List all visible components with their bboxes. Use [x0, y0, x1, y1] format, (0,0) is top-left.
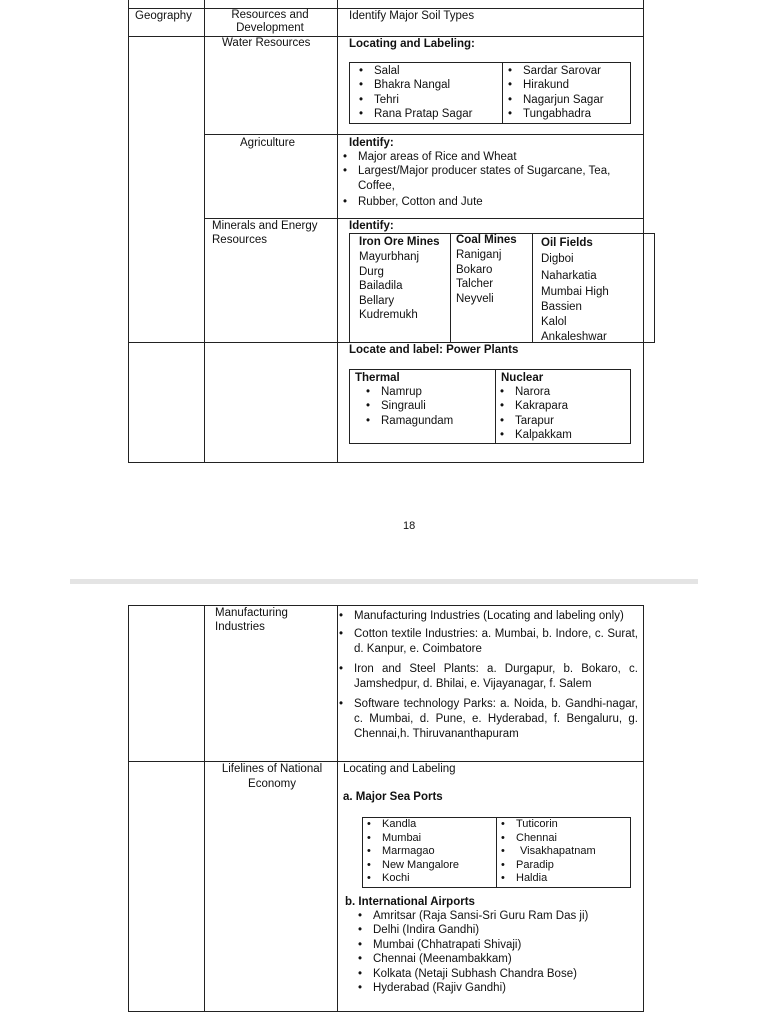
list-item: • Delhi (Indira Gandhi) — [355, 923, 588, 937]
sea-ports-heading: a. Major Sea Ports — [343, 791, 443, 803]
list-item: Raniganj — [456, 249, 502, 261]
list-item: Digboi — [541, 253, 574, 265]
list-item: Neyveli — [456, 292, 494, 305]
list-item: • Software technology Parks: a. Noida, b. Gandhi-nagar, c. Mumbai, d. Pune, e. Hyderabad, f. Bengaluru, g. Chennai,h. Thiruvananthapuram — [336, 697, 638, 742]
list-item: • Kochi — [364, 872, 459, 886]
manufacturing-list — [336, 609, 638, 742]
iron-ore-heading: Iron Ore Mines — [359, 236, 440, 248]
list-item: Talcher — [456, 278, 494, 290]
topic-resources-development: Resources and Development — [231, 9, 309, 34]
list-item: • Kolkata (Netaji Subhash Chandra Bose) — [355, 967, 588, 981]
dams-list-col1 — [356, 64, 472, 122]
list-item: • Namrup — [363, 385, 453, 399]
topic-minerals-energy: Minerals and Energy Resources — [212, 220, 318, 246]
list-item: • Mumbai (Chhatrapati Shivaji) — [355, 938, 588, 952]
list-item: • Visakhapatnam — [498, 845, 596, 859]
airports-heading: b. International Airports — [345, 896, 475, 908]
soil-types-text: Identify Major Soil Types — [349, 10, 475, 22]
agriculture-list — [340, 150, 640, 210]
list-item: • Nagarjun Sagar — [505, 93, 604, 107]
thermal-heading: Thermal — [355, 372, 400, 384]
list-item: • Bhakra Nangal — [356, 78, 472, 92]
airports-list — [355, 909, 588, 995]
list-item: Durg — [359, 265, 384, 278]
topic-agriculture: Agriculture — [240, 137, 295, 149]
list-item: • Ramagundam — [363, 414, 453, 428]
list-item: • Salal — [356, 64, 472, 78]
list-item: • Rana Pratap Sagar — [356, 107, 472, 121]
thermal-list — [363, 385, 453, 428]
list-item: • Kandla — [364, 818, 459, 832]
list-item: • Tarapur — [497, 414, 572, 428]
minerals-heading: Identify: — [349, 220, 394, 232]
oil-fields-heading: Oil Fields — [541, 237, 593, 249]
coal-mines-heading: Coal Mines — [456, 234, 517, 246]
list-item: • Iron and Steel Plants: a. Durgapur, b. Bokaro, c. Jamshedpur, d. Bhilai, e. Vijayanagar, f. Salem — [336, 662, 638, 692]
list-item: • Narora — [497, 385, 572, 399]
list-item: • Tungabhadra — [505, 107, 604, 121]
nuclear-list — [497, 385, 572, 443]
list-item: Kalol — [541, 315, 567, 328]
list-item: Mayurbhanj — [359, 251, 420, 263]
power-plants-heading: Locate and label: Power Plants — [349, 344, 519, 356]
list-item: • Mumbai — [364, 832, 459, 846]
list-item: • Cotton textile Industries: a. Mumbai, b. Indore, c. Surat, d. Kanpur, e. Coimbatore — [336, 627, 638, 657]
list-item: • Tuticorin — [498, 818, 596, 832]
topic-manufacturing: Manufacturing Industries — [215, 607, 288, 633]
list-item: • Hirakund — [505, 78, 604, 92]
list-item: • Manufacturing Industries (Locating and labeling only) — [336, 609, 638, 624]
list-item: Bassien — [541, 301, 582, 314]
iron-ore-list — [359, 250, 419, 323]
list-item: • Tehri — [356, 93, 472, 107]
list-item: • Hyderabad (Rajiv Gandhi) — [355, 981, 588, 995]
sea-ports-col1 — [364, 818, 459, 886]
subject-geography: Geography — [135, 10, 192, 22]
list-item: • Chennai (Meenambakkam) — [355, 952, 588, 966]
nuclear-heading: Nuclear — [501, 372, 544, 384]
list-item: • Sardar Sarovar — [505, 64, 604, 78]
list-item: • New Mangalore — [364, 859, 459, 873]
list-item: Bellary — [359, 294, 395, 307]
page-separator — [70, 579, 698, 584]
list-item: • Chennai — [498, 832, 596, 846]
list-item: • Major areas of Rice and Wheat — [340, 150, 640, 164]
oil-fields-list — [541, 252, 609, 344]
water-heading: Locating and Labeling: — [349, 38, 475, 50]
list-item: • Marmagao — [364, 845, 459, 859]
topic-water-resources: Water Resources — [222, 37, 311, 49]
list-item: Ankaleshwar — [541, 330, 607, 343]
list-item: Mumbai High — [541, 286, 609, 299]
list-item: • Amritsar (Raja Sansi-Sri Guru Ram Das ji) — [355, 909, 588, 923]
list-item: Naharkatia — [541, 269, 597, 282]
dams-list-col2 — [505, 64, 604, 122]
list-item: • Paradip — [498, 859, 596, 873]
sea-ports-col2 — [498, 818, 596, 886]
agriculture-heading: Identify: — [349, 137, 394, 149]
list-item: • Singrauli — [363, 399, 453, 413]
page-number: 18 — [403, 520, 416, 532]
list-item: • Haldia — [498, 872, 596, 886]
list-item: • Rubber, Cotton and Jute — [340, 195, 640, 209]
lifelines-heading: Locating and Labeling — [343, 763, 456, 775]
list-item: • Kalpakkam — [497, 428, 572, 442]
list-item: Bailadila — [359, 280, 403, 292]
list-item: Kudremukh — [359, 309, 418, 321]
coal-mines-list — [456, 248, 501, 306]
list-item: Bokaro — [456, 263, 493, 276]
list-item: • Largest/Major producer states of Sugarcane, Tea, Coffee, — [340, 164, 640, 193]
list-item: • Kakrapara — [497, 399, 572, 413]
topic-lifelines: Lifelines of National Economy — [221, 763, 323, 790]
